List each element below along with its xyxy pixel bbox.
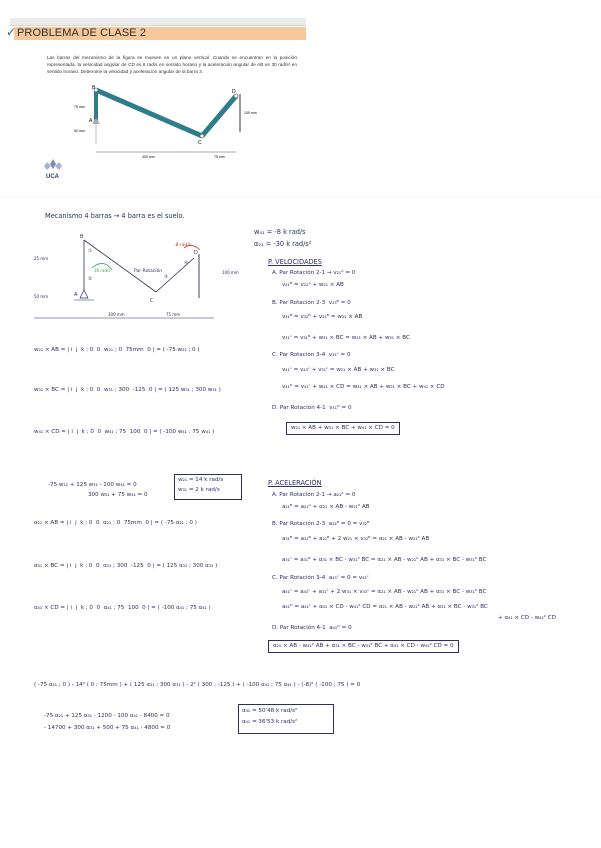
sketch-dim-75: 75 mm [166, 312, 181, 317]
sketch-link-3: ③ [164, 275, 169, 280]
acc-line-3: B. Par Rotación 2-3 a₃₂ᴮ = 0 = v₃₂ᴮ [272, 521, 370, 527]
sketch-dim-100: 100 mm [222, 270, 239, 275]
cross-acc-1: α₂₁ × AB = | i j k ; 0 0 α₂₁ ; 0 75mm 0 | = ( -75·α₂₁ ; 0 ) [34, 520, 197, 526]
vel-eq-2: 300 w₃₁ + 75 w₄₁ = 0 [88, 492, 148, 498]
acc-line-7: a₄₁ᶜ = a₄₃ᶜ + a₃₁ᶜ + 2 w₃₁ × v₄₃ᶜ = α₂₁ × AB - w₂₁² AB + α₃₁ × BC - w₃₁² BC [282, 589, 487, 595]
cross-vel-1: w₂₁ × AB = | i j k ; 0 0 w₂₁ ; 0 75mm 0 | = ( -75·w₂₁ ; 0 ) [34, 347, 200, 353]
vel-line-1: A. Par Rotación 2-1 → v₂₁ᴬ = 0 [272, 270, 356, 276]
sketch-omega-cd: -8 rad/s [174, 243, 192, 248]
fig-label-c: C [198, 140, 202, 146]
fig-label-d: D [232, 89, 236, 95]
sketch-dim-50: 50 mm [34, 294, 49, 299]
fig-dim-75: 75 mm [74, 105, 85, 109]
acc-eq-2: - 14700 + 300 α₃₁ + 500 + 75 α₄₁ - 4800 = 0 [44, 725, 171, 731]
notes-heading: Mecanismo 4 barras → 4 barra es el suelo. [45, 212, 185, 220]
acceleration-title: P. ACELERACIÓN [268, 479, 322, 487]
university-logo-icon [42, 158, 64, 174]
vel-solution-2: w₃₁ = 2 k rad/s [178, 487, 220, 493]
fig-label-a: A [89, 118, 93, 124]
cross-vel-3: w₄₁ × CD = | i j k ; 0 0 w₄₁ ; 75 100 0 | = ( -100 w₄₁ ; 75 w₄₁ ) [34, 429, 215, 435]
top-bar [10, 18, 306, 26]
fig-dim-100: 100 mm [244, 111, 257, 115]
vel-line-2: v₂₁ᴮ = v₂₁ᴬ + w₂₁ × AB [282, 282, 344, 288]
vel-line-3: B. Par Rotación 2-3 v₂₃ᴮ = 0 [272, 300, 351, 306]
vel-line-7: v₄₁ᶜ = v₄₃ᶜ + v₃₁ᶜ = w₂₁ × AB + w₃₁ × BC [282, 367, 395, 373]
velocity-title: P. VELOCIDADES [268, 258, 322, 266]
sketch-label-b: B [80, 234, 84, 240]
acc-line-9: + α₄₁ × CD - w₄₁² CD [498, 615, 556, 621]
vel-line-9: D. Par Rotación 4-1 v₄₁ᴰ = 0 [272, 405, 352, 411]
check-icon: ✓ [6, 25, 17, 39]
fig-dim-50: 50 mm [74, 129, 85, 133]
sketch-label-d: D [194, 250, 198, 256]
acc-line-5: a₃₁ᶜ = a₃₁ᴮ + α₃₁ × BC - w₃₁² BC = α₂₁ × AB - w₂₁² AB + α₃₁ × BC - w₃₁² BC [282, 557, 487, 563]
cross-acc-2: α₃₁ × BC = | i j k ; 0 0 α₃₁ ; 300 -125 0 | = ( 125 α₃₁ ; 300 α₃₁ ) [34, 563, 218, 569]
sketch-par-rotacion: Par Rotación [134, 269, 163, 274]
acc-line-1: A. Par Rotación 2-1 → a₂₁ᴬ = 0 [272, 492, 356, 498]
vel-line-4: v₃₁ᴮ = v₃₂ᴮ + v₂₁ᴮ = w₂₁ × AB [282, 314, 363, 320]
vel-solution-1: w₂₁ = 14 k rad/s [178, 477, 224, 483]
page-title: PROBLEMA DE CLASE 2 [17, 27, 147, 39]
acc-line-6: C. Par Rotación 3-4 a₄₃ᶜ = 0 = v₄₃ᶜ [272, 575, 369, 581]
vel-line-8: v₄₁ᴰ = v₄₁ᶜ + w₄₁ × CD = w₂₁ × AB + w₃₁ × BC + w₄₁ × CD [282, 384, 445, 390]
acc-solution-1: α₃₁ = 50'48 k rad/s² [242, 708, 298, 714]
acc-eq-1: -75·α₂₁ + 125 α₃₁ - 1200 - 100 α₄₁ - 8400 = 0 [44, 713, 170, 719]
logo-text: UCA [46, 174, 59, 180]
cross-vel-2: w₃₁ × BC = | i j k ; 0 0 w₃₁ ; 300 -125 0 | = ( 125 w₃₁ ; 300 w₃₁ ) [34, 387, 221, 393]
cross-acc-3: α₄₁ × CD = | i j k ; 0 0 α₄₁ ; 75 100 0 | = ( -100 α₄₁ ; 75 α₄₁ ) [34, 605, 211, 611]
sketch-dim-300: 300 mm [108, 312, 125, 317]
sketch-omega-ab: 30 rad/s [94, 268, 111, 273]
acc-line-8: a₄₁ᴰ = a₄₁ᶜ + α₄₁ × CD - w₄₁² CD = α₂₁ × AB - w₂₁² AB + α₃₁ × BC - w₃₁² BC [282, 604, 488, 610]
sketch-link-4: ④ [184, 261, 189, 266]
problem-statement: Las barras del mecanismo de la figura se mueven en un plano vertical. Cuando se encuentran en la posición representada, la velocidad angular de CD es 8 rad/s en sentido horario y la aceleración angular de AB es 30 rad/s² en sentido horario. Determine la velocidad y aceleración angular de la barra 3. [47, 55, 297, 74]
given-alpha: α₂₁ = -30 k rad/s² [254, 240, 312, 248]
fig-label-b: B [92, 85, 96, 91]
sketch-label-c: C [150, 298, 154, 304]
fig-dim-300: 300 mm [142, 155, 155, 159]
acc-solution-2: α₄₁ = 36'53 k rad/s² [242, 719, 298, 725]
sketch-dim-25: 25 mm [34, 256, 49, 261]
acc-line-2: a₂₁ᴮ = a₂₁ᴬ + α₂₁ × AB - w₂₁² AB [282, 504, 370, 510]
mechanism-sketch [34, 228, 252, 324]
vel-line-6: C. Par Rotación 3-4 v₃₄ᶜ = 0 [272, 352, 351, 358]
page-separator [0, 196, 601, 197]
sketch-label-a: A [74, 292, 78, 298]
vel-line-5: v₃₁ᶜ = v₃₁ᴮ + w₃₁ × BC = w₂₁ × AB + w₃₁ × BC [282, 335, 410, 341]
acc-line-4: a₃₁ᴮ = a₃₂ᴮ + a₂₁ᴮ + 2 w₂₁ × v₃₂ᴮ = α₂₁ × AB - w₂₁² AB [282, 536, 430, 542]
velocity-result-box: w₂₁ × AB + w₃₁ × BC + w₄₁ × CD = 0 [286, 422, 400, 435]
sketch-link-2: ② [88, 277, 93, 282]
vel-eq-1: -75·w₂₁ + 125 w₃₁ - 100 w₄₁ = 0 [48, 482, 137, 488]
mechanism-figure [72, 84, 262, 162]
sketch-link-1: ① [88, 249, 93, 254]
acceleration-result-box: α₂₁ × AB - w₂₁² AB + α₃₁ × BC - w₃₁² BC + α₄₁ × CD - w₄₁² CD = 0 [268, 640, 459, 653]
acc-line-10: D. Par Rotación 4-1 a₄₁ᴰ = 0 [272, 625, 352, 631]
acc-big-equation: ( -75·α₂₁ ; 0 ) - 14² ( 0 ; 75mm ) + ( 125 α₃₁ ; 300 α₃₁ ) - 2² ( 300 ; -125 ) + ( -100 α₄₁ ; 75 α₄₁ ) - (-8)² ( -100 ; 75 ) = 0 [34, 682, 361, 688]
given-omega: w₄₁ = -8 k rad/s [254, 228, 306, 236]
fig-dim-75b: 75 mm [214, 155, 225, 159]
